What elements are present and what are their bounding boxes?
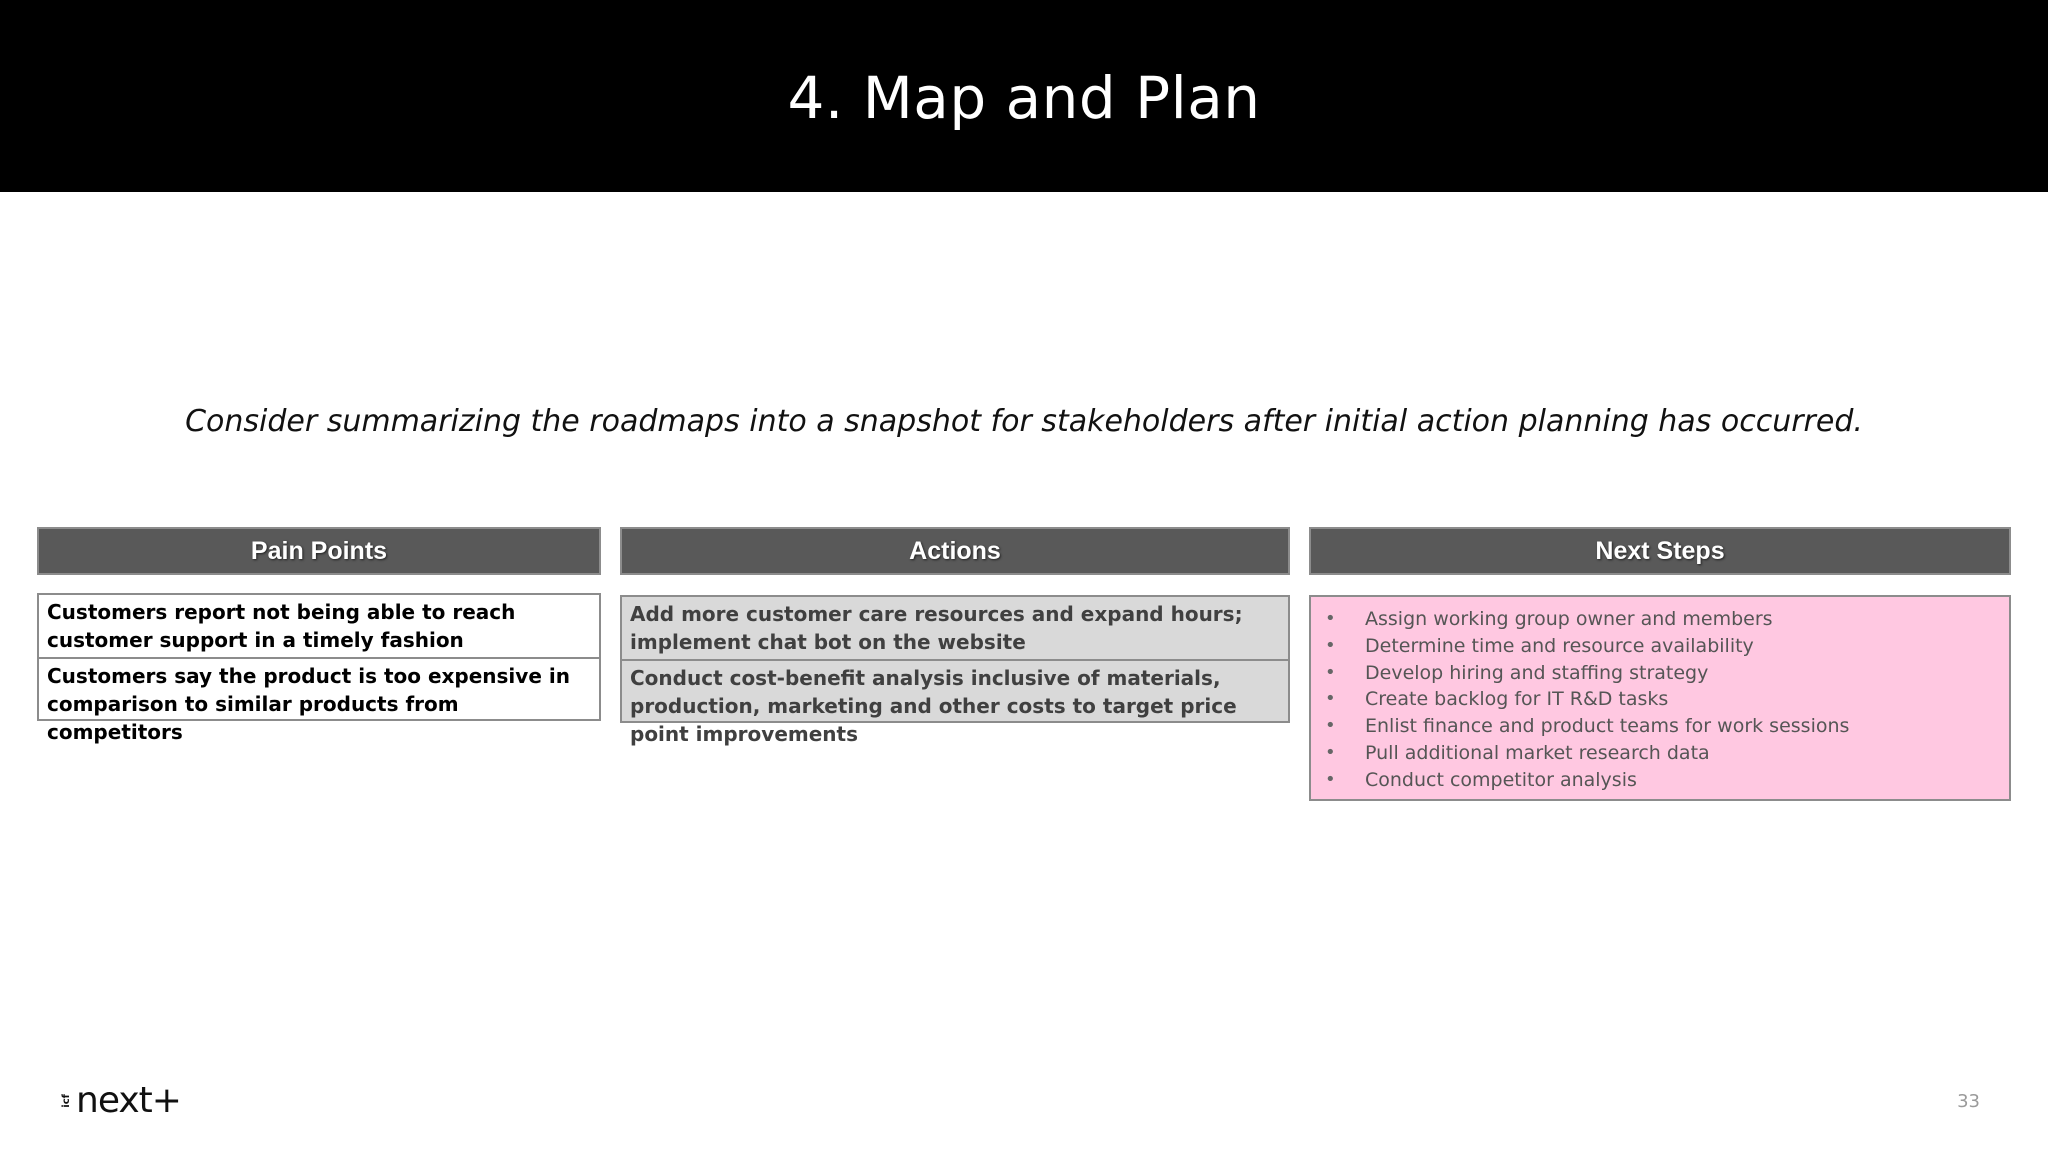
slide-subtitle: Consider summarizing the roadmaps into a snapshot for stakeholders after initial action planning has occurred. [185, 404, 1863, 439]
next-step-item [1325, 767, 1999, 794]
bullet-icon: • [1325, 715, 1336, 737]
logo-word: next [76, 1080, 152, 1121]
next-step-text: Enlist finance and product teams for work sessions [1365, 715, 1850, 738]
bullet-icon: • [1325, 741, 1336, 763]
next-step-text: Determine time and resource availability [1365, 634, 1754, 657]
bullet-icon: • [1325, 768, 1336, 790]
pain-points-table [37, 593, 601, 744]
next-step-text: Create backlog for IT R&D tasks [1365, 688, 1669, 711]
bullet-icon: • [1325, 634, 1336, 656]
next-steps-box [1309, 595, 2011, 801]
next-step-text: Conduct competitor analysis [1365, 768, 1637, 791]
logo-main-text [76, 1080, 181, 1121]
pain-point-cell: Customers say the product is too expensive in comparison to similar products from competitors [39, 657, 599, 719]
bullet-icon: • [1325, 661, 1336, 683]
next-step-item [1325, 660, 1999, 687]
next-step-text: Assign working group owner and members [1365, 608, 1773, 630]
action-cell: Add more customer care resources and expand hours; implement chat bot on the website [630, 602, 1243, 654]
page-number: 33 [1957, 1091, 1980, 1112]
actions-table [620, 595, 1290, 746]
actions-header: Actions [620, 527, 1290, 575]
next-step-item [1325, 686, 1999, 713]
next-steps-list [1325, 606, 1999, 794]
action-cell: Conduct cost-benefit analysis inclusive of materials, production, marketing and other costs to target price point improvements [622, 659, 1288, 721]
next-step-text: Pull additional market research data [1365, 741, 1710, 764]
next-step-text: Develop hiring and staffing strategy [1365, 661, 1709, 684]
logo-plus-icon: + [151, 1080, 181, 1121]
next-step-item [1325, 633, 1999, 660]
pain-points-header: Pain Points [37, 527, 601, 575]
pain-point-cell: Customers report not being able to reach customer support in a timely fashion [47, 600, 516, 652]
next-step-item [1325, 713, 1999, 740]
next-step-item [1325, 606, 1999, 633]
slide-title: 4. Map and Plan [787, 64, 1261, 132]
icf-next-logo [61, 1080, 181, 1121]
next-steps-header: Next Steps [1309, 527, 2011, 575]
logo-small-text: icf [61, 1094, 72, 1108]
bullet-icon: • [1325, 688, 1336, 710]
bullet-icon: • [1325, 608, 1336, 629]
next-step-item [1325, 740, 1999, 767]
